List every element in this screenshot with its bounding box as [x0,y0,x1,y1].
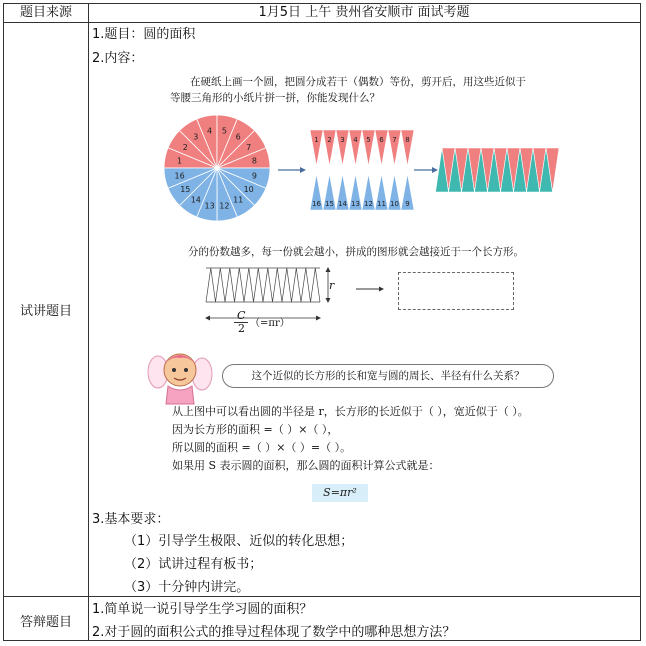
zigzag-line [206,268,320,302]
bottom-piece-number: 12 [364,200,373,208]
sector-number: 12 [219,201,230,211]
bottom-piece-number: 14 [338,200,347,208]
target-rectangle-placeholder [398,272,514,310]
area-formula: S=πr² [312,484,368,502]
split-pieces [310,130,414,210]
lecture-row-label: 试讲题目 [19,304,72,319]
lecture-title: 1.题目：圆的面积 [92,27,196,42]
arrow-right-icon [356,287,384,292]
sector-number: 1 [177,156,183,166]
arrow-right-icon [278,167,306,173]
requirement-item: （2）试讲过程有板书； [124,557,263,572]
sector-number: 9 [251,171,257,181]
more-pieces-text: 分的份数越多，每一份就会越小，拼成的图形就会越接近于一个长方形。 [188,246,524,258]
requirement-item: （3）十分钟内讲完。 [124,580,250,595]
sector-number: 11 [233,195,244,205]
arrow-right-icon [414,167,438,173]
question-bubble: 这个近似的长方形的长和宽与圆的周长、半径有什么关系？ [222,364,554,388]
content-label: 2.内容： [92,51,144,66]
column-divider [88,4,89,640]
row-divider [4,596,640,597]
rearranged-pieces [436,148,560,192]
sector-number: 15 [180,185,191,195]
defense-row-label: 答辩题目 [19,615,72,630]
width-label-denominator: 2 [238,322,245,335]
radius-label: r [329,279,335,292]
sector-number: 13 [204,201,215,211]
top-piece-number: 4 [353,136,358,144]
sector-number: 10 [243,185,254,195]
textbook-line-b: 因为长方形的面积 =（ ）×（ ）， [172,423,339,436]
sector-number: 5 [221,126,227,136]
requirement-item: （1）引导学生极限、近似的转化思想； [124,534,354,549]
source-label: 题目来源 [19,5,72,20]
divided-circle [164,115,270,221]
sector-number: 7 [246,142,252,152]
sector-number: 2 [182,142,188,152]
sector-number: 8 [251,156,257,166]
top-piece-number: 6 [379,136,384,144]
defense-question: 2.对于圆的面积公式的推导过程体现了数学中的哪种思想方法？ [92,625,456,640]
bottom-piece-number: 13 [351,200,360,208]
width-label-numerator: C [237,309,246,322]
bottom-piece-number: 10 [390,200,399,208]
textbook-line-d: 如果用 S 表示圆的面积，那么圆的面积计算公式就是： [172,459,440,472]
intro-line-1: 在硬纸上画一个圆，把圆分成若干（偶数）等份，剪开后，用这些近似于 [190,76,526,88]
top-piece-number: 7 [392,136,397,144]
top-piece-number: 5 [366,136,371,144]
top-piece-number: 8 [405,136,410,144]
requirements-label: 3.基本要求： [92,512,170,527]
source-value: 1月5日 上午 贵州省安顺市 面试考题 [258,5,470,20]
bottom-piece-number: 11 [377,200,386,208]
top-piece-number: 1 [314,136,319,144]
sector-number: 4 [207,126,213,136]
cartoon-angel-icon [146,344,216,410]
sector-number: 14 [190,195,201,205]
bottom-piece-number: 16 [312,200,321,208]
sector-number: 16 [174,171,185,181]
sector-number: 6 [235,132,241,142]
defense-question: 1.简单说一说引导学生学习圆的面积？ [92,602,313,617]
textbook-line-a: 从上图中可以看出圆的半径是 r，长方形的长近似于（ ），宽近似于（ ）。 [172,405,529,418]
top-piece-number: 3 [340,136,345,144]
textbook-line-c: 所以圆的面积 =（ ）×（ ）=（ ）。 [172,441,352,454]
width-label-suffix: （=πr） [250,318,290,329]
intro-line-2: 等腰三角形的小纸片拼一拼，你能发现什么？ [170,92,380,104]
sector-number: 3 [193,132,199,142]
bottom-piece-number: 15 [325,200,334,208]
bottom-piece-number: 9 [405,200,410,208]
circle-division-figure [160,108,580,226]
zigzag-rectangle [206,268,320,302]
top-piece-number: 2 [327,136,332,144]
